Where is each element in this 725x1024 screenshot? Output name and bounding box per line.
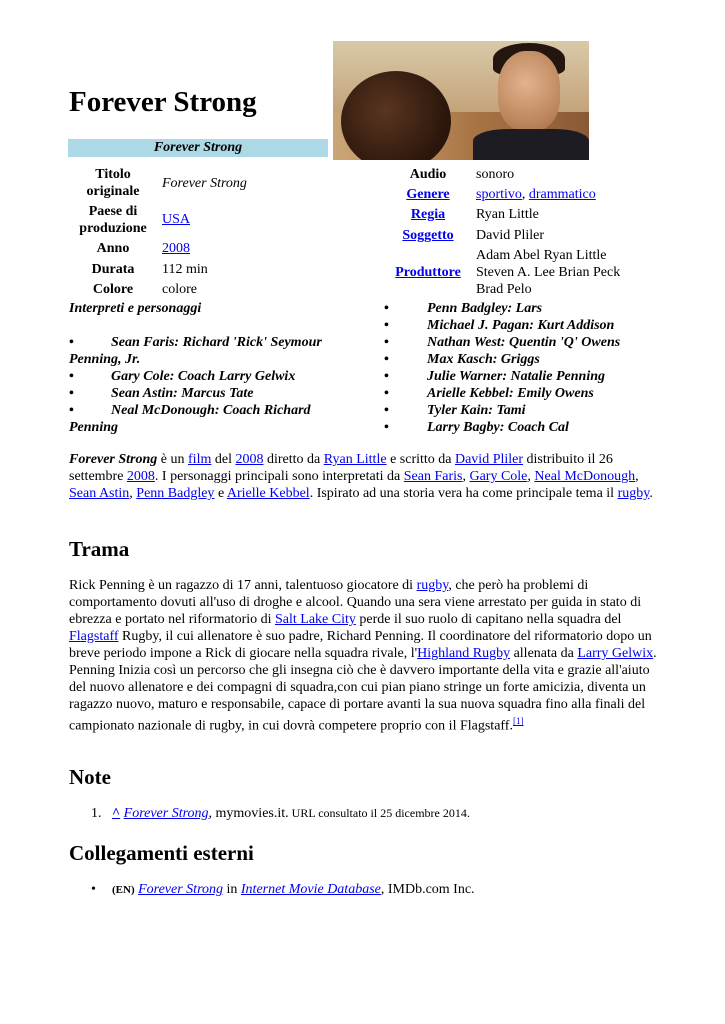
cast-item: Nathan West: Quentin 'Q' Owens xyxy=(427,335,621,350)
link-larry-gelwix[interactable]: Larry Gelwix xyxy=(577,646,654,661)
cast-bullet: • xyxy=(384,318,389,333)
ext-bullet: • xyxy=(91,882,96,897)
cast-bullet: • xyxy=(384,301,389,316)
infobox-value-colore: colore xyxy=(162,282,197,297)
ext-link-title[interactable]: Forever Strong xyxy=(138,882,223,897)
section-heading-trama: Trama xyxy=(69,537,130,561)
link-highland-rugby[interactable]: Highland Rugby xyxy=(417,646,511,661)
infobox-link-usa[interactable]: USA xyxy=(162,212,191,227)
link-penn-badgley[interactable]: Penn Badgley xyxy=(136,486,215,501)
cast-item: Sean Astin: Marcus Tate xyxy=(111,386,254,401)
cast-bullet: • xyxy=(384,403,389,418)
trama-paragraph: Rick Penning è un ragazzo di 17 anni, talentuoso giocatore di rugby, che però ha problemi di comportamento dovuti all'uso di droghe e alcool. Quando una sera viene arrestato per guida in stato di ebrezza e portato nel riformatorio di Salt Lake City perde il suo ruolo di capitano nella squadra del Flagstaff Rugby, il cui allenatore è suo padre, Richard Penning. Il coordinatore del riformatorio dopo un breve periodo impone a Rick di giocare nella squadra rivale, l'Highland Rugby allenata da Larry Gelwix. Penning Inizia così un percorso che gli insegna ciò che è davvero importante della vita e grazie all'aiuto del nuovo allenatore e dei compagni di squadra,con cui pian piano stringe un forte amicizia, diventa un ragazzo nuovo, maturo e responsabile, capace di portare avanti la sua nuova squadra fino alla finali del campionato nazionale di rugby, in cui dovrà competere proprio con il Flagstaff.[1] xyxy=(69,578,657,734)
link-gary-cole[interactable]: Gary Cole xyxy=(469,469,528,484)
link-rugby-trama[interactable]: rugby xyxy=(416,578,449,593)
link-neal-mcdonough[interactable]: Neal McDonough xyxy=(534,469,636,484)
infobox-value-titolo: Forever Strong xyxy=(162,176,247,191)
cast-bullet: • xyxy=(69,335,74,350)
cast-item: Penning xyxy=(69,420,119,435)
link-arielle-kebbel[interactable]: Arielle Kebbel xyxy=(226,486,310,501)
cast-bullet: • xyxy=(384,369,389,384)
genre-sep: , xyxy=(521,187,529,202)
infobox-link-regia[interactable]: Regia xyxy=(410,207,446,222)
cast-bullet: • xyxy=(69,403,74,418)
infobox-value-soggetto: David Pliler xyxy=(476,228,545,243)
note-back-link[interactable]: ^ xyxy=(112,806,121,821)
ext-link-imdb[interactable]: Internet Movie Database xyxy=(240,882,381,897)
cast-item: Michael J. Pagan: Kurt Addison xyxy=(427,318,615,333)
link-david-pliler[interactable]: David Pliler xyxy=(454,452,524,467)
section-heading-collegamenti: Collegamenti esterni xyxy=(69,841,254,865)
infobox-label-colore: Colore xyxy=(92,282,134,297)
note-item: ^ Forever Strong, mymovies.it. URL consultato il 25 dicembre 2014. xyxy=(112,806,470,821)
link-rugby[interactable]: rugby xyxy=(617,486,650,501)
link-ryan-little[interactable]: Ryan Little xyxy=(323,452,387,467)
note-number: 1. xyxy=(91,806,102,821)
genre-link-drammatico[interactable]: drammatico xyxy=(528,187,596,202)
cast-bullet: • xyxy=(384,352,389,367)
cast-item: Max Kasch: Griggs xyxy=(427,352,540,367)
cast-bullet: • xyxy=(69,386,74,401)
page-title: Forever Strong xyxy=(69,86,257,118)
film-still-image xyxy=(333,41,589,160)
intro-title: Forever Strong xyxy=(69,452,158,467)
infobox-link-produttore[interactable]: Produttore xyxy=(395,265,461,280)
ext-item: (EN) Forever Strong in Internet Movie Database, IMDb.com Inc. xyxy=(112,882,475,897)
cast-item: Tyler Kain: Tami xyxy=(427,403,526,418)
reference-link[interactable]: [1] xyxy=(512,716,524,726)
cast-item: Larry Bagby: Coach Cal xyxy=(427,420,569,435)
cast-item: Penn Badgley: Lars xyxy=(427,301,543,316)
cast-heading: Interpreti e personaggi xyxy=(69,301,202,316)
link-flagstaff[interactable]: Flagstaff xyxy=(69,629,119,644)
infobox-value-audio: sonoro xyxy=(476,167,515,182)
cast-item: Neal McDonough: Coach Richard xyxy=(111,403,311,418)
cast-item: Julie Warner: Natalie Penning xyxy=(427,369,606,384)
infobox-label-anno: Anno xyxy=(96,241,130,256)
link-2008-release[interactable]: 2008 xyxy=(126,469,155,484)
infobox-link-anno[interactable]: 2008 xyxy=(162,241,190,256)
cast-bullet: • xyxy=(69,369,74,384)
infobox-link-genere[interactable]: Genere xyxy=(406,187,450,202)
section-heading-note: Note xyxy=(69,765,111,789)
infobox-value-regia: Ryan Little xyxy=(476,207,539,222)
cast-item: Arielle Kebbel: Emily Owens xyxy=(427,386,594,401)
infobox-caption: Forever Strong xyxy=(68,139,328,157)
cast-item: Sean Faris: Richard 'Rick' Seymour xyxy=(111,335,322,350)
infobox-value-durata: 112 min xyxy=(162,262,208,277)
infobox-value-genere xyxy=(476,186,596,203)
intro-paragraph: Forever Strong è un film del 2008 diretto da Ryan Little e scritto da David Pliler distribuito il 26 settembre 2008. I personaggi principali sono interpretati da Sean Faris, Gary Cole, Neal McDonough, Sean Astin, Penn Badgley e Arielle Kebbel. Ispirato ad una storia vera ha come principale tema il rugby. xyxy=(69,452,653,501)
link-film[interactable]: film xyxy=(188,452,212,467)
link-sean-faris[interactable]: Sean Faris xyxy=(403,469,463,484)
note-link-title[interactable]: Forever Strong xyxy=(123,806,209,821)
infobox-value-produttore: Adam Abel Ryan Little Steven A. Lee Brian Peck Brad Pelo xyxy=(476,248,621,297)
cast-bullet: • xyxy=(384,386,389,401)
infobox-link-soggetto[interactable]: Soggetto xyxy=(402,228,454,243)
infobox-label-titolo: Titolo originale xyxy=(86,167,140,199)
infobox-label-paese: Paese di produzione xyxy=(79,204,147,236)
lang-badge: (EN) xyxy=(112,884,135,896)
link-2008[interactable]: 2008 xyxy=(235,452,264,467)
cast-item: Penning, Jr. xyxy=(69,352,141,367)
link-salt-lake-city[interactable]: Salt Lake City xyxy=(275,612,356,627)
infobox-label-durata: Durata xyxy=(91,262,135,277)
cast-bullet: • xyxy=(384,420,389,435)
cast-item: Gary Cole: Coach Larry Gelwix xyxy=(111,369,296,384)
infobox-label-audio: Audio xyxy=(409,167,447,182)
genre-link-sportivo[interactable]: sportivo xyxy=(476,187,522,202)
link-sean-astin[interactable]: Sean Astin xyxy=(69,486,130,501)
cast-bullet: • xyxy=(384,335,389,350)
